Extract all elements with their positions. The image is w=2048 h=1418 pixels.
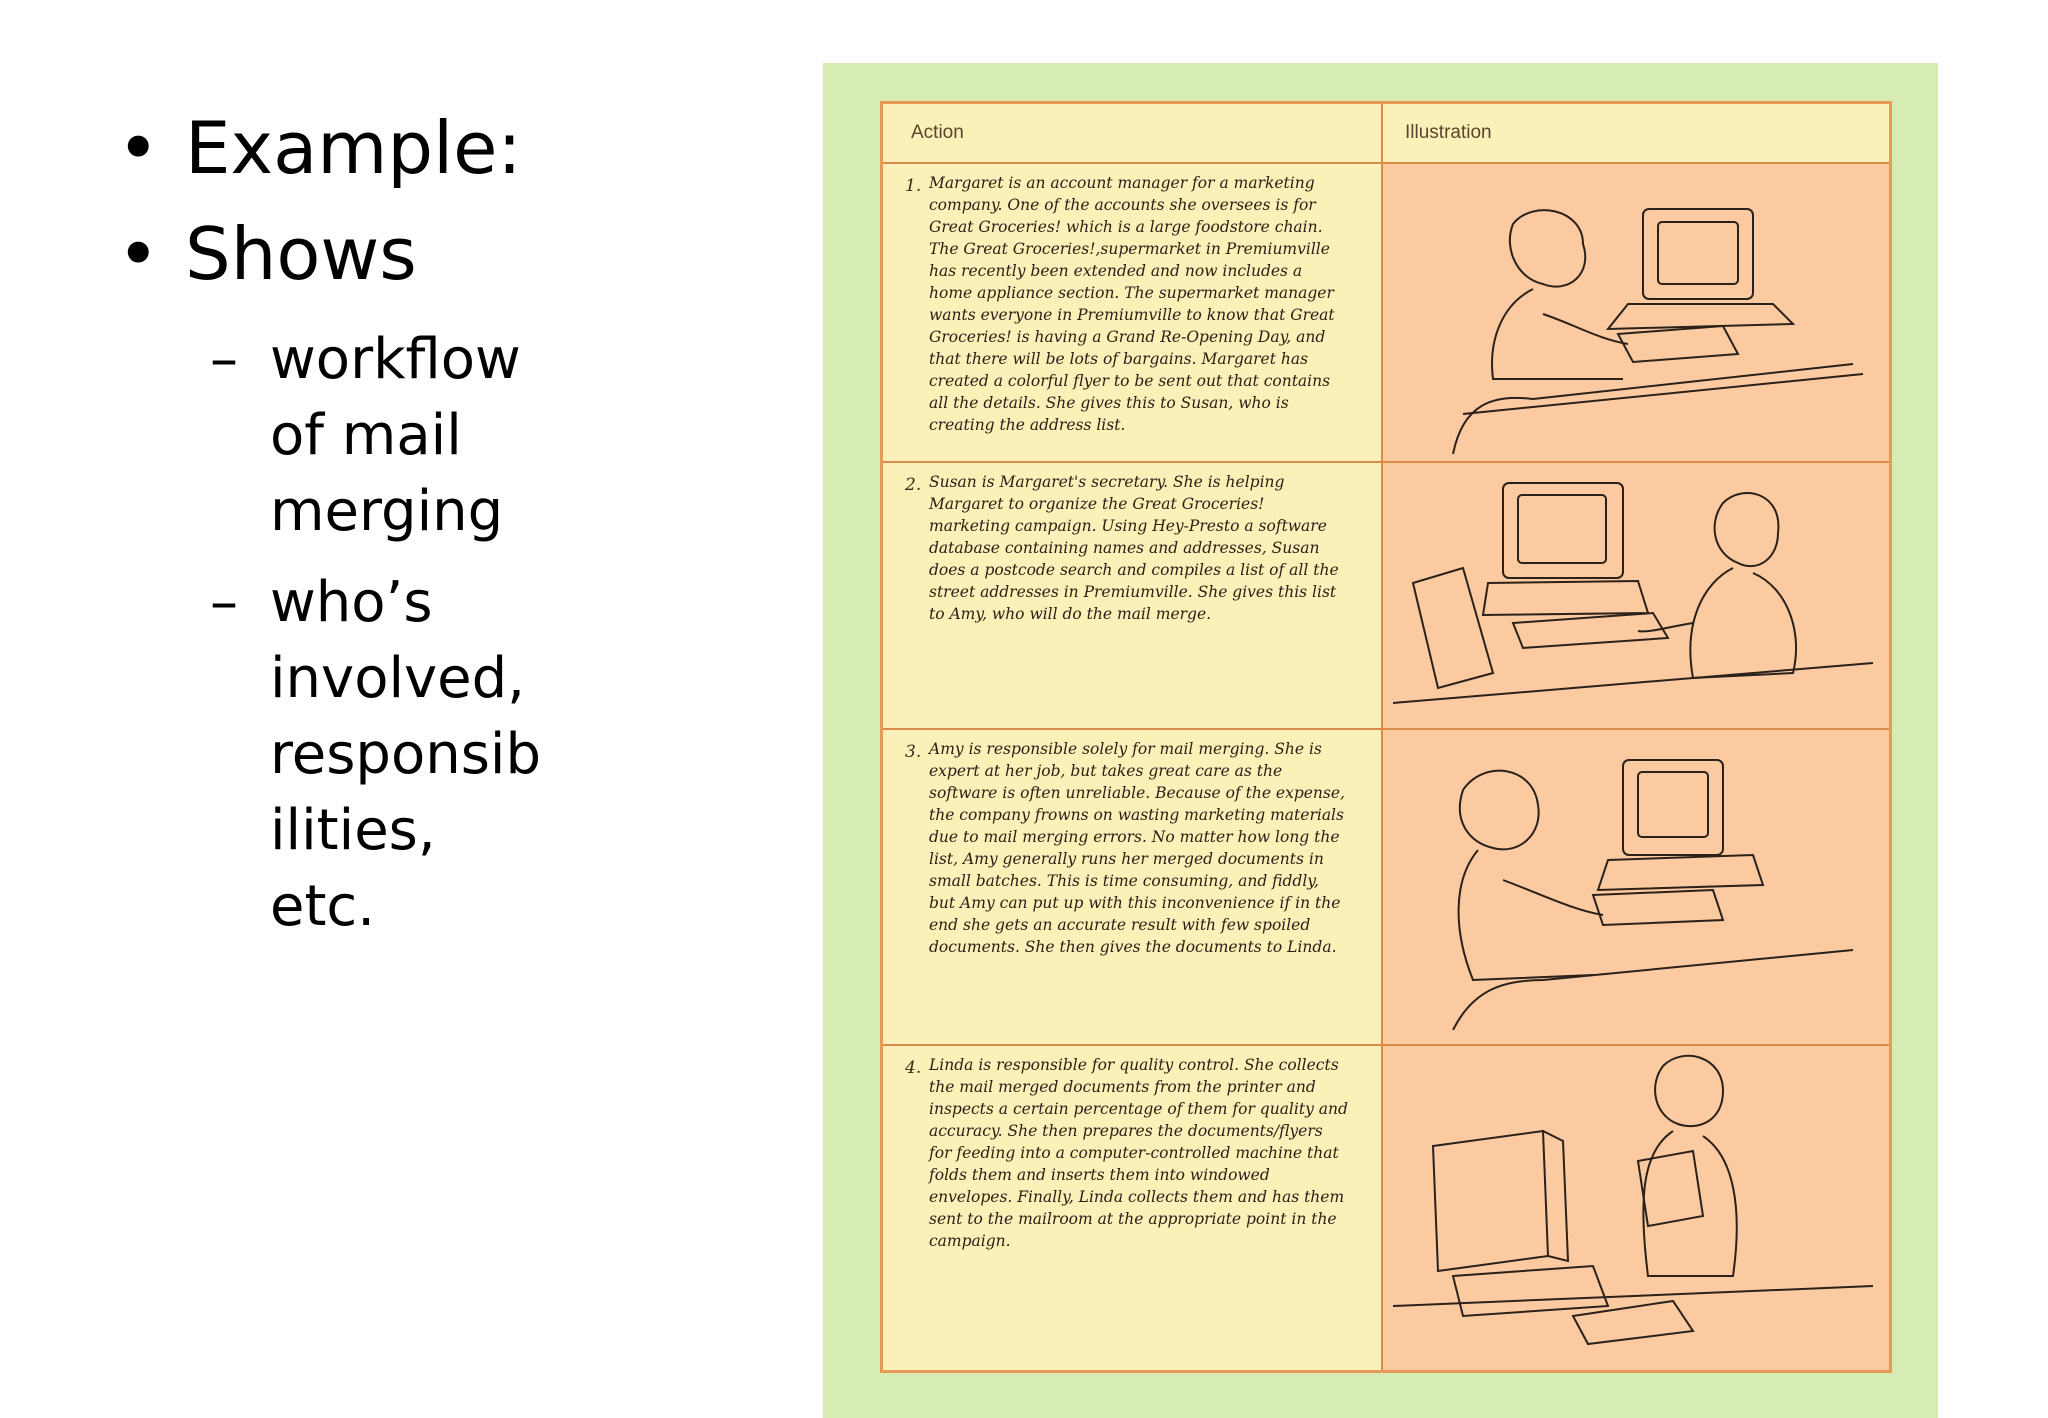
subbullet-text: workflow of mail merging <box>270 327 521 544</box>
table-row <box>883 463 1889 728</box>
bullet-text: Example: <box>185 106 522 190</box>
scenario-table <box>880 101 1892 1373</box>
table-row <box>883 164 1889 461</box>
row-action-text: Amy is responsible solely for mail merging. She is expert at her job, but takes great care as the software is often unreliable. Because of the expense, the company frowns on wasting marketing materials due to mail merging errors. No matter how long the list, Amy generally runs her merged documents in small batches. This is time consuming, and fiddly, but Amy can put up with this inconvenience if in the end she gets an accurate result with few spoiled documents. She then gives the documents to Linda. <box>929 740 1345 956</box>
bullet-dot: • <box>117 106 160 190</box>
row-action-text: Linda is responsible for quality control. She collects the mail merged documents from the printer and inspects a certain percentage of them for quality and accuracy. She then prepares the documents/flyers for feeding into a computer-controlled machine that folds them and inserts them into windowed envelopes. Finally, Linda collects them and has them sent to the mailroom at the appropriate point in the campaign. <box>929 1056 1348 1250</box>
header-action: Action <box>911 122 964 143</box>
illustration-amy <box>1393 730 1883 1030</box>
scenario-figure <box>823 63 1938 1418</box>
bullet-text: Shows <box>185 212 417 296</box>
illustration-linda <box>1393 1046 1883 1346</box>
row-number: 1. <box>905 176 922 196</box>
row-action-text: Margaret is an account manager for a marketing company. One of the accounts she oversees is for Great Groceries! which is a large foodstore chain. The Great Groceries!,supermarket in Premiumville has recently been extended and now includes a home appliance section. The supermarket manager wants everyone in Premiumville to know that Great Groceries! is having a Grand Re-Opening Day, and that there will be lots of bargains. Margaret has created a colorful flyer to be sent out that contains all the details. She gives this to Susan, who is creating the address list. <box>929 174 1335 434</box>
row-number: 4. <box>905 1058 922 1078</box>
row-number: 2. <box>905 475 922 495</box>
subbullet-dash: – <box>210 327 238 392</box>
subbullet-text: who’s involved, responsib ilities, etc. <box>270 570 542 939</box>
illustration-susan <box>1393 463 1883 723</box>
table-row <box>883 1046 1889 1370</box>
header-illustration: Illustration <box>1405 122 1492 143</box>
bullet-dot: • <box>117 212 160 296</box>
illustration-margaret <box>1393 164 1883 454</box>
table-row <box>883 730 1889 1044</box>
bullet-list <box>0 0 800 1418</box>
row-action-text: Susan is Margaret's secretary. She is helping Margaret to organize the Great Groceries! marketing campaign. Using Hey-Presto a software database containing names and addresses, Susan does a postcode search and compiles a list of all the street addresses in Premiumville. She gives this list to Amy, who will do the mail merge. <box>929 473 1339 623</box>
row-number: 3. <box>905 742 922 762</box>
subbullet-dash: – <box>210 570 238 635</box>
